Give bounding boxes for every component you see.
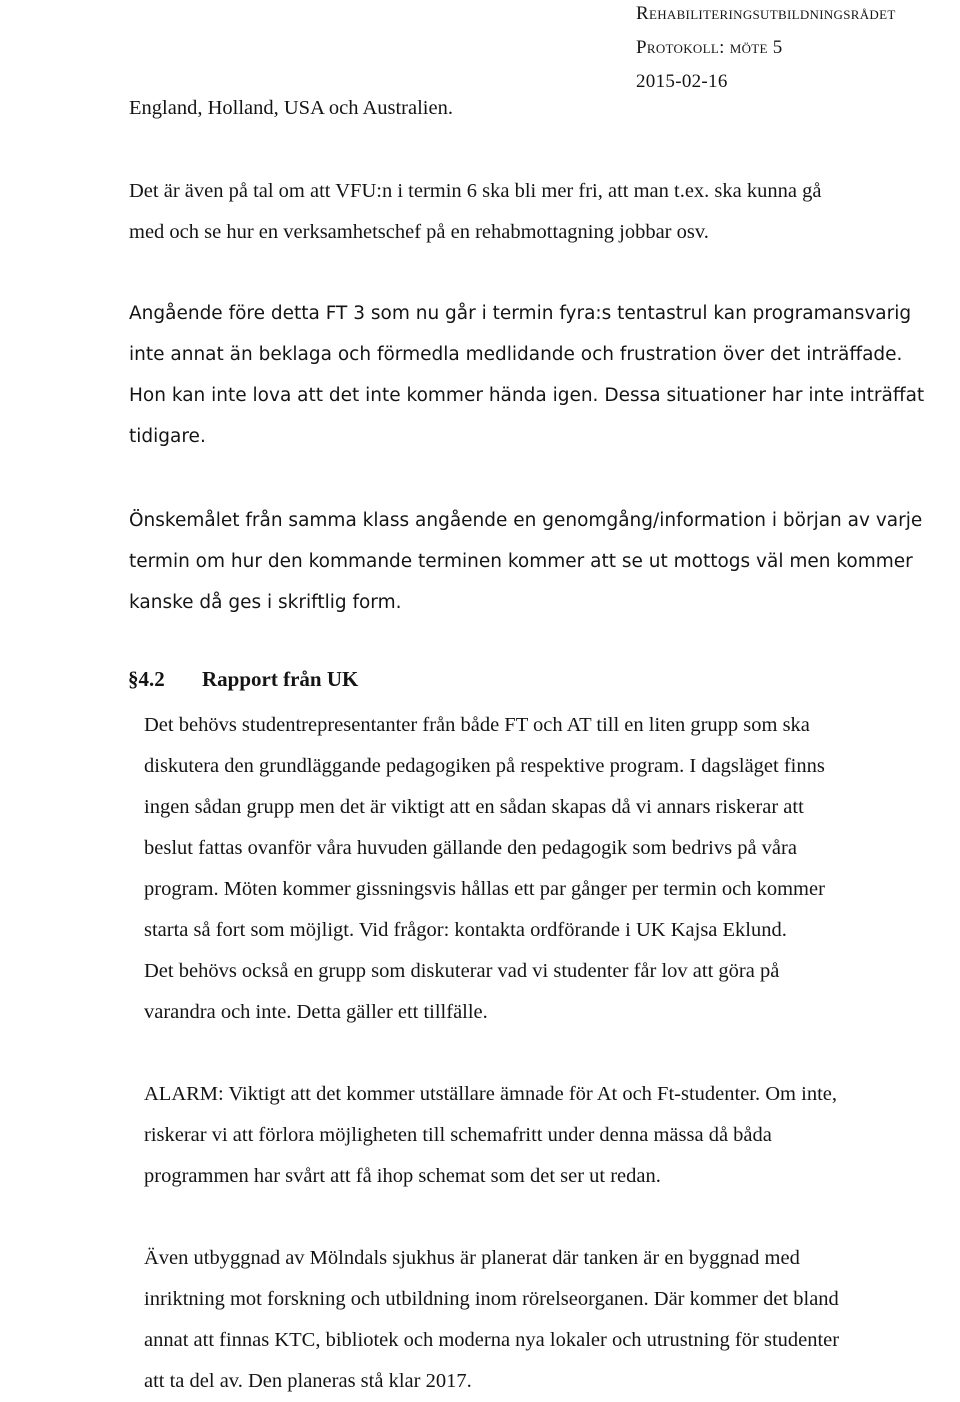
text-line: starta så fort som möjligt. Vid frågor: kontakta ordförande i UK Kajsa Eklund. [144,919,787,941]
text-line: inte annat än beklaga och förmedla medlidande och frustration över det inträffade. [129,344,903,365]
text-line: ALARM: Viktigt att det kommer utställare ämnade för At och Ft-studenter. Om inte, [144,1083,837,1105]
text-line: med och se hur en verksamhetschef på en rehabmottagning jobbar osv. [129,221,709,243]
text-line: att ta del av. Den planeras stå klar 2017. [144,1370,472,1392]
text-line: inriktning mot forskning och utbildning inom rörelseorganen. Där kommer det bland [144,1288,839,1310]
text-line: Det är även på tal om att VFU:n i termin 6 ska bli mer fri, att man t.ex. ska kunna gå [129,180,822,202]
section-heading [128,667,358,692]
paragraph-vfu [129,171,949,253]
paragraph-molndal [144,1238,949,1402]
paragraph-countries [129,88,949,129]
section-number: §4.2 [128,667,165,691]
text-line: Angående före detta FT 3 som nu går i termin fyra:s tentastrul kan programansvarig [129,303,912,324]
header-organization: Rehabiliteringsutbildningsrådet [636,3,896,24]
text-line: Önskemålet från samma klass angående en genomgång/information i början av varje [129,510,923,531]
paragraph-ft3 [129,293,949,457]
text-line: diskutera den grundläggande pedagogiken på respektive program. I dagsläget finns [144,755,825,777]
text-line: tidigare. [129,426,206,447]
text-line: program. Möten kommer gissningsvis hållas ett par gånger per termin och kommer [144,878,825,900]
text-line: Det behövs studentrepresentanter från både FT och AT till en liten grupp som ska [144,714,810,736]
paragraph-uk-report [144,705,949,1033]
text-line: ingen sådan grupp men det är viktigt att en sådan skapas då vi annars riskerar att [144,796,804,818]
text-line: kanske då ges i skriftlig form. [129,592,402,613]
text-line: riskerar vi att förlora möjligheten till schemafritt under denna mässa då båda [144,1124,772,1146]
text-line: Även utbyggnad av Mölndals sjukhus är planerat där tanken är en byggnad med [144,1247,800,1269]
section-title: Rapport från UK [202,667,359,691]
text-line: Det behövs också en grupp som diskuterar vad vi studenter får lov att göra på [144,960,780,982]
text-line: Hon kan inte lova att det inte kommer hända igen. Dessa situationer har inte inträffat [129,385,925,406]
header-date: 2015-02-16 [636,71,728,92]
text-line: England, Holland, USA och Australien. [129,97,453,119]
paragraph-alarm [144,1074,949,1197]
text-line: varandra och inte. Detta gäller ett tillfälle. [144,1001,488,1023]
text-line: termin om hur den kommande terminen kommer att se ut mottogs väl men kommer [129,551,913,572]
text-line: annat att finnas KTC, bibliotek och moderna nya lokaler och utrustning för studenter [144,1329,840,1351]
text-line: programmen har svårt att få ihop schemat som det ser ut redan. [144,1165,661,1187]
header-protocol: Protokoll: möte 5 [636,37,783,58]
paragraph-request [129,500,949,623]
text-line: beslut fattas ovanför våra huvuden gällande den pedagogik som bedrivs på våra [144,837,797,859]
